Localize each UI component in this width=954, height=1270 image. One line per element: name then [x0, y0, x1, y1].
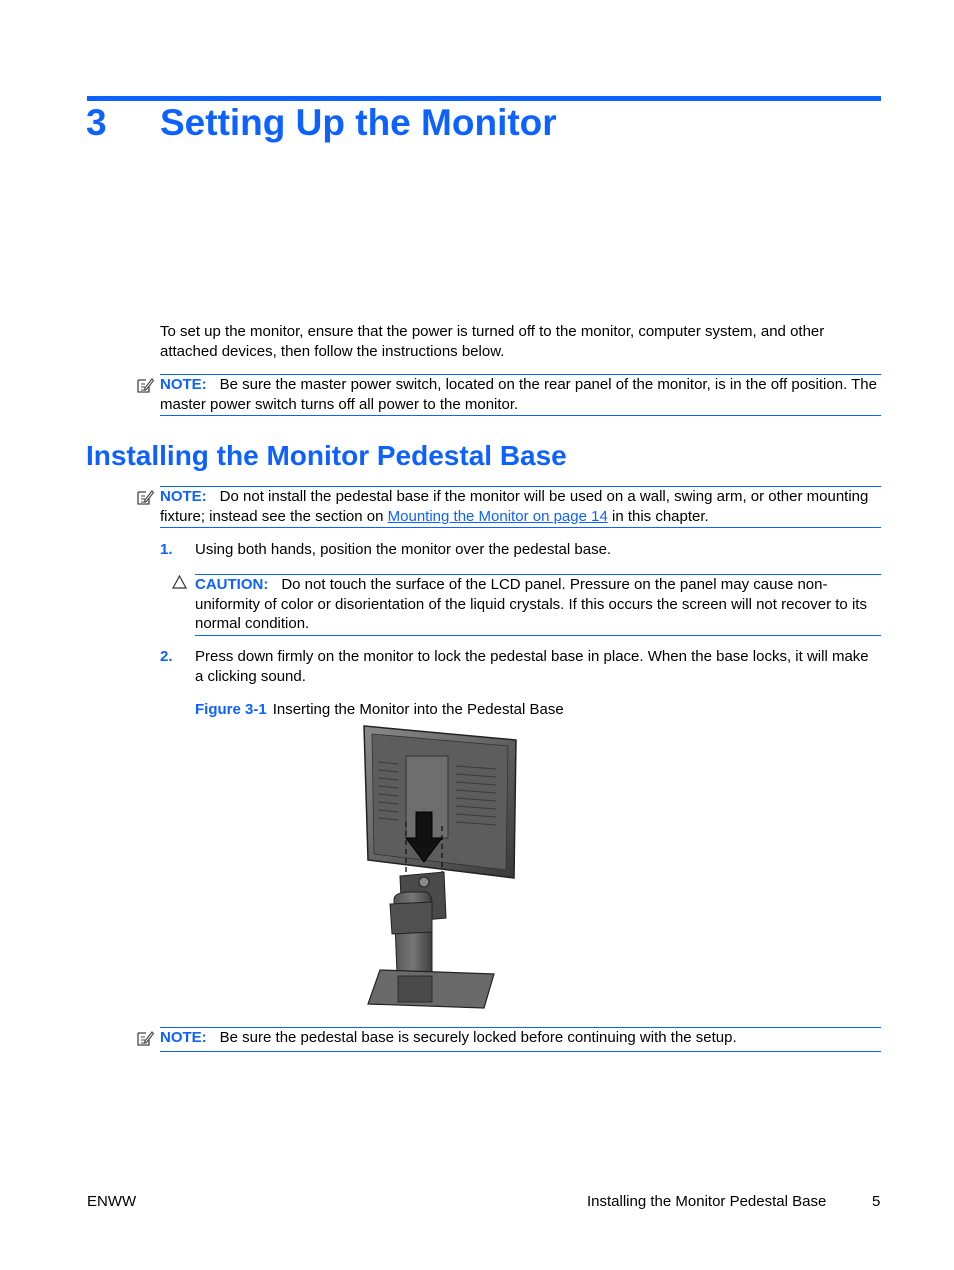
note-label: NOTE:: [160, 1029, 207, 1046]
figure-caption-text: Inserting the Monitor into the Pedestal Base: [272, 701, 564, 718]
step-text: Using both hands, position the monitor over the pedestal base.: [195, 541, 612, 558]
note-label: NOTE:: [160, 376, 207, 393]
note-icon: [136, 376, 154, 394]
step-number: 2.: [160, 648, 173, 665]
caution-icon: [172, 575, 187, 589]
footer-section-title: Installing the Monitor Pedestal Base: [587, 1193, 827, 1210]
mounting-link[interactable]: Mounting the Monitor on page 14: [387, 507, 608, 525]
note-label: NOTE:: [160, 488, 207, 505]
footer-enww: ENWW: [87, 1193, 137, 1210]
step-number: 1.: [160, 541, 173, 558]
note-master-power: [160, 374, 881, 416]
footer-page-number: 5: [872, 1193, 881, 1210]
note-icon: [136, 488, 154, 506]
step-text: Press down firmly on the monitor to lock the pedestal base in place. When the base locks, it will make a clicking sound.: [195, 648, 869, 685]
chapter-title: Setting Up the Monitor: [160, 102, 557, 143]
chapter-number: 3: [86, 102, 107, 143]
note-text-after: in this chapter.: [611, 507, 709, 525]
section-title: Installing the Monitor Pedestal Base: [86, 440, 567, 471]
note-text: Be sure the master power switch, located on the rear panel of the monitor, is in the off position. The master power switch turns off all power to the monitor.: [160, 376, 877, 413]
intro-paragraph: To set up the monitor, ensure that the power is turned off to the monitor, computer system, and other attached devices, then follow the instructions below.: [160, 323, 825, 360]
caution-lcd: [195, 574, 881, 636]
figure-label: Figure 3-1: [195, 701, 267, 718]
caution-label: CAUTION:: [195, 576, 269, 593]
monitor-pedestal-illustration: [360, 722, 520, 1010]
note-text-before: Do not install the pedestal base if the monitor will be used on a wall, swing arm, or other mounting fixture; instead see the section on: [160, 488, 869, 525]
chapter-rule: [87, 96, 881, 101]
note-base-locked: [160, 1027, 881, 1052]
caution-text: Do not touch the surface of the LCD panel. Pressure on the panel may cause non-uniformity of color or disorientation of the liquid crystals. If this occurs the screen will not recover to its normal condition.: [195, 576, 867, 632]
note-pedestal-install: [160, 486, 881, 528]
note-icon: [136, 1029, 154, 1047]
note-text: Be sure the pedestal base is securely locked before continuing with the setup.: [219, 1029, 737, 1046]
figure-caption: [195, 700, 564, 720]
